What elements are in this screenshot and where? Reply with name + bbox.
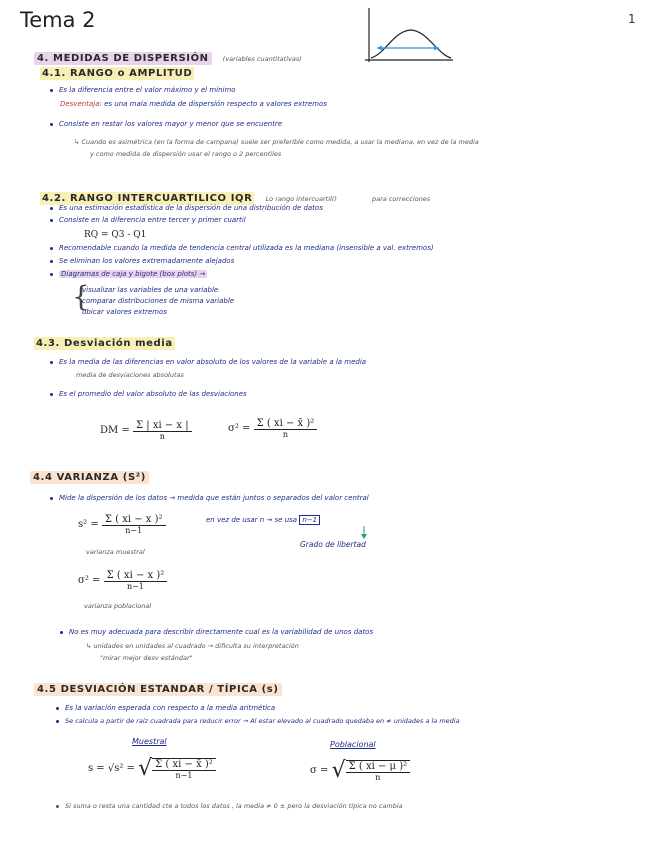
dof-box: n−1 [299,515,320,525]
s45-bullet-3: Si suma o resta una cantidad cte a todos los datos , la media ≠ 0 ± pero la desviación típica no cambia [56,802,403,810]
s45-bullet-1: Es la variación esperada con respecto a la media aritmética [56,704,275,712]
s44-caption-sample: varianza muestral [86,548,145,556]
s44-sub-2: "mirar mejor desv estándar" [100,654,193,662]
section-4-2-heading [40,186,430,205]
section-4-1-title: 4.1. RANGO o AMPLITUD [42,68,193,79]
section-4-2-title: 4.2. RANGO INTERCUARTILICO IQR [42,193,253,204]
section-4-4-title: 4.4 VARIANZA (S²) [30,471,149,484]
s44-dof-label: Grado de libertad [300,540,366,549]
bell-curve-sketch [355,6,455,68]
desventaja-label: Desventaja [60,100,100,108]
s41-bullet-1: Es la diferencia entre el valor máximo y el mínimo [50,86,236,94]
s42-sub-1: visualizar las variables de una variable [82,286,219,294]
s43-sub-1: media de desviaciones absolutas [76,371,184,379]
s45-poblacional-label: Poblacional [330,740,376,749]
s42-bullet-2: Consiste en la diferencia entre tercer y primer cuartil [50,216,246,224]
s44-bullet-2: No es muy adecuada para describir directamente cual es la variabilidad de unos datos [60,628,373,636]
section-4-5-title: 4.5 DESVIACIÓN ESTANDAR / TÍPICA (s) [34,683,282,696]
page-number: 1 [628,12,636,26]
s43-bullet-2: Es el promedio del valor absoluto de las desviaciones [50,390,247,398]
section-4-4-heading [30,472,149,483]
s42-bullet-4: Se eliminan los valores extremadamente alejados [50,257,234,265]
s41-sub-1: ↳ Cuando es asimétrica (en la forma de campana) suele ser preferible como medida, a usar la mediana, en vez de la media [74,138,479,146]
s42-sub-3: ubicar valores extremos [82,308,167,316]
s43-bullet-1: Es la media de las diferencias en valor absoluto de los valores de la variable a la media [50,358,366,366]
section-4-2-note: Lo rango intercuartil() [265,195,337,203]
s42-brace: { [72,280,90,313]
s43-formula-dm: DM = $\frac{\Sigma | xi - x |}{n}$ [100,420,192,441]
section-4-5-heading [34,684,282,695]
s42-bullet-1: Es una estimación estadística de la dispersión de una distribución de datos [50,204,323,212]
section-4-3-title: 4.3. Desviación media [36,338,173,349]
s42-bullet-3: Recomendable cuando la medida de tendencia central utilizada es la mediana (insensible a val. extremos) [50,244,434,252]
section-4-note: (variables cuantitativas) [222,55,302,63]
section-4-1-heading [40,68,194,79]
section-4-heading [34,46,302,65]
s44-formula-sample: s² = $\frac{\text{Σ ( xi − x )²}}{n-1}$ [78,514,166,535]
s44-sub-1: ↳ unidades en unidades al cuadrado → dificulta su interpretación [86,642,299,650]
s42-bullet-5: Diagramas de caja y bigote (box plots) → [50,270,207,278]
s42-formula: RQ = Q3 - Q1 [84,230,147,240]
page-title: Tema 2 [20,8,96,32]
s45-formula-sample: s = √s² = √ $\frac{\text{Σ ( xi − x̄ )²}}{n-1}$ [88,756,216,781]
s44-caption-population: varianza poblacional [84,602,152,610]
section-4-title: 4. MEDIDAS DE DISPERSIÓN [34,52,212,65]
section-4-2-side-note: para correcciones [372,195,431,203]
s45-formula-population: σ = √ $\frac{\text{Σ ( xi − μ )²}}{n}$ [310,758,410,783]
s44-dof-note: en vez de usar n → se usa n−1 [206,516,320,524]
s41-bullet-2: Consiste en restar los valores mayor y menor que se encuentre [50,120,282,128]
s41-desventaja: Desventaja: es una mala medida de dispersión respecto a valores extremos [60,100,327,108]
dof-arrow [359,526,369,540]
s42-sub-2: comparar distribuciones de misma variable [82,297,235,305]
s44-bullet-1: Mide la dispersión de los datos → medida que están juntos o separados del valor central [50,494,369,502]
s41-sub-2: y como medida de dispersión usar el rango o 2 percentiles [90,150,282,158]
s45-muestral-label: Muestral [132,737,167,746]
s43-formula-sigma: σ² = $\frac{\text{Σ ( xi − x̄ )²}}{n}$ [228,418,317,439]
section-4-3-heading [34,338,175,349]
s45-bullet-2: Se calcula a partir de raíz cuadrada para reducir error → Al estar elevado al cuadrado quedaba en ≠ unidades a la media [56,717,460,725]
s44-formula-population: σ² = $\frac{\text{Σ ( xi − x )²}}{n-1}$ [78,570,167,591]
